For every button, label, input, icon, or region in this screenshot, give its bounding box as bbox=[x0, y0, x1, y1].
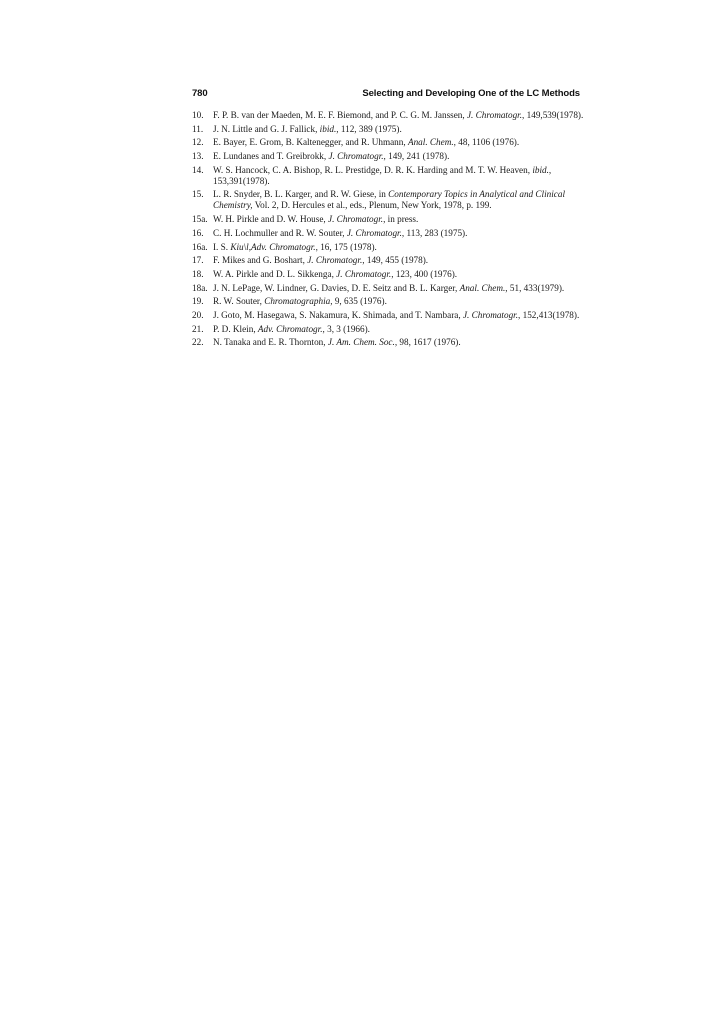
reference-text bbox=[213, 283, 584, 294]
reference-source-italic: ibid. bbox=[532, 164, 549, 175]
reference-text-segment: , 48, 1106 (1976). bbox=[453, 137, 520, 148]
reference-text bbox=[213, 214, 584, 225]
reference-entry bbox=[192, 151, 584, 162]
reference-source-italic: J. Chromatogr. bbox=[466, 110, 523, 120]
reference-number: 19. bbox=[192, 296, 204, 307]
reference-text-segment: J. Goto, M. Hasegawa, S. Nakamura, K. Shimada, and T. Nambara, bbox=[213, 309, 463, 320]
reference-source-italic: Contemporary Topics in Analytical and Clinical Chemistry, bbox=[213, 189, 566, 211]
reference-number: 21. bbox=[192, 323, 204, 334]
reference-text-segment: F. Mikes and G. Boshart, bbox=[213, 255, 308, 266]
reference-entry bbox=[192, 255, 584, 266]
reference-text bbox=[213, 296, 584, 307]
reference-entry bbox=[192, 214, 584, 225]
reference-text-segment: W. S. Hancock, C. A. Bishop, R. L. Prestidge, D. R. K. Harding and M. T. W. Heaven, bbox=[213, 164, 533, 175]
reference-text-segment: , 153,391(1978). bbox=[213, 164, 552, 186]
reference-source-italic: J. Am. Chem. Soc. bbox=[327, 337, 395, 348]
reference-text bbox=[213, 137, 584, 148]
page-number: 780 bbox=[192, 88, 208, 99]
reference-number: 14. bbox=[192, 164, 204, 175]
reference-text bbox=[213, 110, 584, 121]
reference-text-segment: , 152,413(1978). bbox=[518, 309, 580, 320]
reference-entry bbox=[192, 283, 584, 294]
reference-text-segment: J. N. LePage, W. Lindner, G. Davies, D. E. Seitz and B. L. Karger, bbox=[213, 282, 460, 293]
reference-entry bbox=[192, 228, 584, 239]
reference-text bbox=[213, 337, 584, 348]
reference-entry bbox=[192, 310, 584, 321]
reference-text-segment: E. Lundanes and T. Greibrokk, bbox=[213, 151, 329, 162]
reference-text-segment: R. W. Souter, bbox=[213, 296, 265, 307]
reference-entry bbox=[192, 324, 584, 335]
reference-text-segment: E. Bayer, E. Grom, B. Kaltenegger, and R. Uhmann, bbox=[213, 137, 408, 148]
reference-source-italic: ibid. bbox=[319, 123, 337, 134]
reference-text bbox=[213, 242, 584, 253]
reference-source-italic: Adv. Chromatogr. bbox=[257, 323, 323, 334]
reference-text-segment: , 51, 433(1979). bbox=[505, 282, 565, 293]
reference-text-segment: , 16, 175 (1978). bbox=[315, 241, 377, 252]
reference-text bbox=[213, 228, 584, 239]
reference-text bbox=[213, 310, 584, 321]
reference-text bbox=[213, 269, 584, 280]
reference-text-segment: I. S. bbox=[213, 241, 231, 252]
reference-number: 17. bbox=[192, 255, 204, 266]
reference-text-segment: C. H. Lochmuller and R. W. Souter, bbox=[213, 227, 347, 238]
reference-text-segment: , 149, 455 (1978). bbox=[362, 255, 429, 266]
reference-source-italic: J. Chromatogr. bbox=[336, 268, 392, 279]
reference-number: 18. bbox=[192, 268, 204, 279]
reference-number: 12. bbox=[192, 137, 204, 148]
reference-source-italic: Anal. Chem. bbox=[459, 282, 506, 293]
page-header bbox=[192, 88, 580, 99]
reference-text-segment: N. Tanaka and E. R. Thornton, bbox=[213, 337, 328, 348]
reference-number: 16a. bbox=[192, 241, 208, 252]
reference-number: 22. bbox=[192, 337, 204, 348]
reference-source-italic: J. Chromatogr. bbox=[328, 214, 384, 225]
reference-text-segment: W. A. Pirkle and D. L. Sikkenga, bbox=[213, 268, 337, 279]
reference-source-italic: Chromatographia, bbox=[264, 296, 333, 307]
reference-text-segment: W. H. Pirkle and D. W. House, bbox=[213, 214, 329, 225]
reference-source-italic: J. Chromatogr. bbox=[346, 227, 402, 238]
reference-text-segment: , 98, 1617 (1976). bbox=[394, 337, 461, 348]
reference-entry bbox=[192, 337, 584, 348]
reference-text-segment: , in press. bbox=[383, 214, 419, 225]
reference-entry bbox=[192, 124, 584, 135]
reference-list bbox=[192, 110, 584, 351]
reference-entry bbox=[192, 296, 584, 307]
reference-source-italic: Kiu\l,Adv. Chromatogr. bbox=[230, 241, 316, 252]
reference-number: 16. bbox=[192, 227, 204, 238]
reference-number: 18a. bbox=[192, 282, 208, 293]
reference-text-segment: Vol. 2, D. Hercules et al., eds., Plenum, New York, 1978, p. 199. bbox=[252, 200, 492, 211]
reference-number: 20. bbox=[192, 309, 204, 320]
reference-text bbox=[213, 151, 584, 162]
reference-source-italic: Anal. Chem. bbox=[407, 137, 454, 148]
reference-text bbox=[213, 189, 584, 211]
reference-text-segment: P. D. Klein, bbox=[213, 323, 258, 334]
reference-text-segment: F. P. B. van der Maeden, M. E. F. Biemond, and P. C. G. M. Janssen, bbox=[213, 110, 467, 120]
reference-source-italic: J. Chromatogr. bbox=[328, 151, 384, 162]
reference-text-segment: , 123, 400 (1976). bbox=[391, 268, 458, 279]
reference-source-italic: J. Chromatogr. bbox=[462, 309, 519, 320]
reference-text-segment: L. R. Snyder, B. L. Karger, and R. W. Giese, in bbox=[213, 189, 389, 200]
reference-text-segment: , 149,539(1978). bbox=[522, 110, 584, 120]
reference-number: 13. bbox=[192, 151, 204, 162]
reference-text-segment: , 3, 3 (1966). bbox=[322, 323, 370, 334]
reference-text-segment: , 113, 283 (1975). bbox=[401, 227, 468, 238]
reference-text bbox=[213, 165, 584, 187]
reference-text bbox=[213, 324, 584, 335]
reference-text bbox=[213, 255, 584, 266]
reference-text-segment: , 112, 389 (1975). bbox=[336, 123, 402, 134]
reference-text-segment: 9, 635 (1976). bbox=[332, 296, 387, 307]
reference-text-segment: J. N. Little and G. J. Fallick, bbox=[213, 123, 320, 134]
reference-number: 11. bbox=[192, 123, 204, 134]
reference-text-segment: , 149, 241 (1978). bbox=[383, 151, 450, 162]
reference-entry bbox=[192, 137, 584, 148]
reference-number: 15a. bbox=[192, 214, 208, 225]
running-title: Selecting and Developing One of the LC Methods bbox=[362, 88, 580, 99]
reference-entry bbox=[192, 189, 584, 211]
reference-source-italic: J. Chromatogr. bbox=[307, 255, 363, 266]
reference-text bbox=[213, 124, 584, 135]
reference-entry bbox=[192, 110, 584, 121]
reference-entry bbox=[192, 242, 584, 253]
reference-number: 15. bbox=[192, 189, 204, 200]
reference-number: 10. bbox=[192, 110, 204, 120]
reference-entry bbox=[192, 269, 584, 280]
reference-entry bbox=[192, 165, 584, 187]
